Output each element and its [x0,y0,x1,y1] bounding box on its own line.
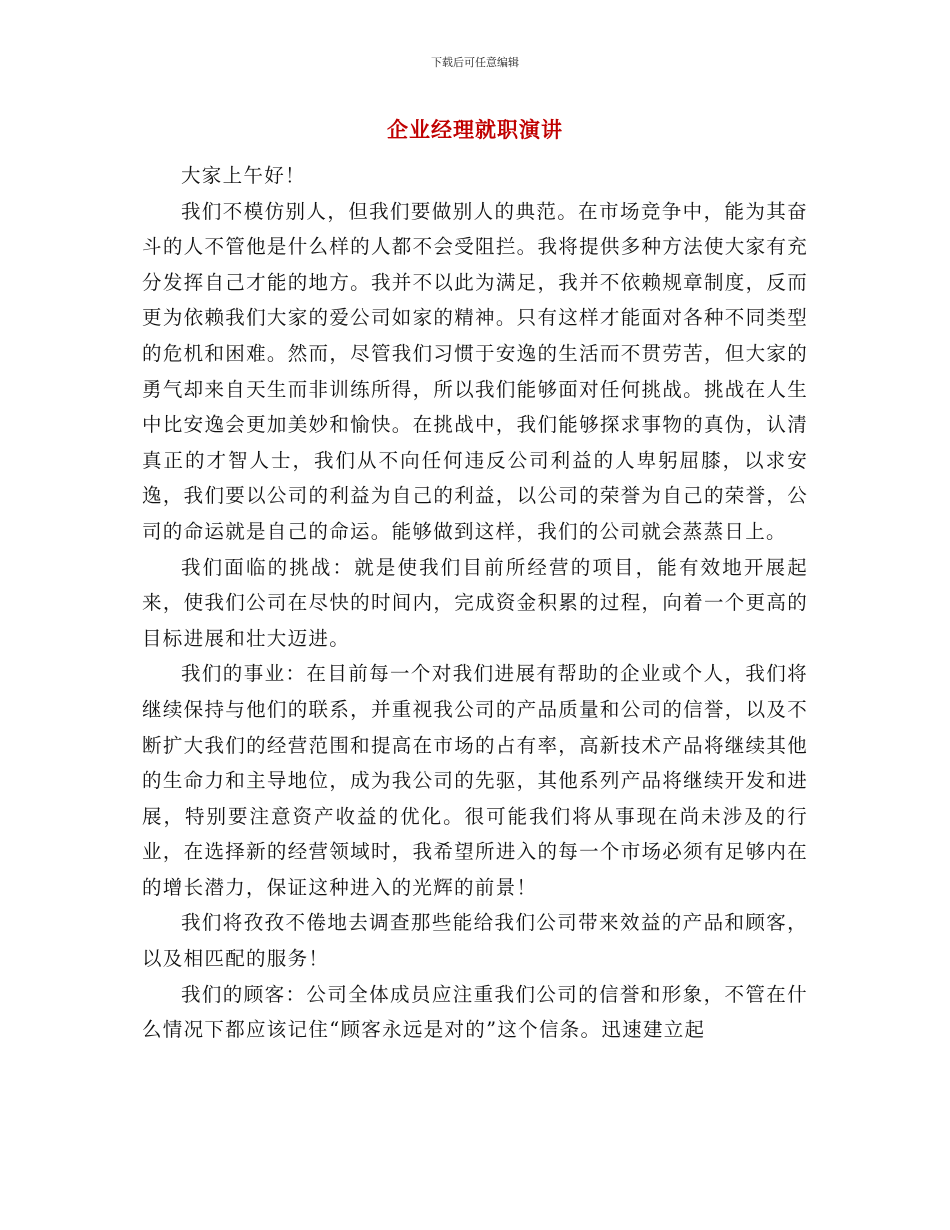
document-body [142,158,808,1048]
header-note: 下载后可任意编辑 [431,56,519,69]
document-title: 企业经理就职演讲 [387,117,563,142]
paragraph-challenge: 我们面临的挑战：就是使我们目前所经营的项目，能有效地开展起来，使我们公司在尽快的时间内，完成资金积累的过程，向着一个更高的目标进展和壮大迈进。 [142,555,808,650]
paragraph-research: 我们将孜孜不倦地去调查那些能给我们公司带来效益的产品和顾客，以及相匹配的服务！ [142,911,808,971]
paragraph-customers: 我们的顾客：公司全体成员应注重我们公司的信誉和形象，不管在什么情况下都应该记住“顾客永远是对的”这个信条。迅速建立起 [142,982,808,1042]
paragraph-business: 我们的事业：在目前每一个对我们进展有帮助的企业或个人，我们将继续保持与他们的联系，并重视我公司的产品质量和公司的信誉，以及不断扩大我们的经营范围和提高在市场的占有率，高新技术产品将继续其他的生命力和主导地位，成为我公司的先驱，其他系列产品将继续开发和进展，特别要注意资产收益的优化。很可能我们将从事现在尚未涉及的行业，在选择新的经营领域时，我希望所进入的每一个市场必须有足够内在的增长潜力，保证这种进入的光辉的前景！ [142,662,808,899]
paragraph-intro: 我们不模仿别人，但我们要做别人的典范。在市场竞争中，能为其奋斗的人不管他是什么样的人都不会受阻拦。我将提供多种方法使大家有充分发挥自己才能的地方。我并不以此为满足，我并不依赖规章制度，反而更为依赖我们大家的爱公司如家的精神。只有这样才能面对各种不同类型的危机和困难。然而，尽管我们习惯于安逸的生活而不贯劳苦，但大家的勇气却来自天生而非训练所得，所以我们能够面对任何挑战。挑战在人生中比安逸会更加美妙和愉快。在挑战中，我们能够探求事物的真伪，认清真正的才智人士，我们从不向任何违反公司利益的人卑躬屈膝，以求安逸，我们要以公司的利益为自己的利益，以公司的荣誉为自己的荣誉，公司的命运就是自己的命运。能够做到这样，我们的公司就会蒸蒸日上。 [142,199,808,543]
paragraph-greeting: 大家上午好！ [181,164,306,187]
